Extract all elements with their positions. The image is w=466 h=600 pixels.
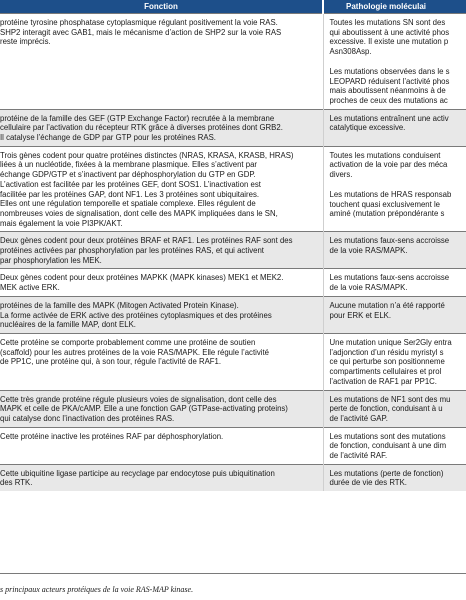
text-line: l’adjonction d’un résidu myristyl s [329,347,444,357]
cell-fonction [0,464,323,491]
text-line: SHP2 interagit avec GAB1, mais le mécanisme d’action de SHP2 sur la voie RAS [0,27,282,37]
fonction-text [0,151,320,229]
cell-pathologie [323,390,466,427]
cell-fonction [0,109,323,146]
text-line: par phosphorylation les MEK. [0,255,102,265]
text-line: MAPK et celle de PKA/cAMP. Elle a une fonction GAP (GTPase-activating proteins) [0,404,288,414]
table-body [0,14,466,492]
text-line: Les mutations observées dans le s [329,66,450,76]
cell-pathologie [323,269,466,296]
text-line: Les mutations (perte de fonction) [329,468,444,478]
pathologie-paragraph [330,67,464,106]
text-line: (scaffold) pour les autres protéines de la voie RAS/MAPK. Elle régule l’activité [0,347,269,357]
text-line: activation de la voie par des méca [329,160,448,170]
text-line: Les mutations de HRAS responsab [329,189,452,199]
text-line: nucléaires de la famille MAP, dont ELK. [0,320,136,330]
fonction-text [0,18,320,47]
text-line: facilitée par les protéines GAP, dont NF1. Les 3 protéines sont ubiquitaires. [0,189,260,199]
cell-fonction [0,296,323,333]
text-line: Les mutations faux-sens accroisse [329,273,450,283]
text-line: pour ERK et ELK. [329,310,392,320]
text-line: L’activation est facilitée par les protéines GEF, dont SOS1. L’inactivation est [0,179,261,189]
text-line: Cette protéine se comporte probablement comme une protéine de soutien [0,337,256,347]
table-row [0,333,466,390]
table-row [0,390,466,427]
fonction-text [0,301,320,330]
text-line: l’activation de RAF1 par PP1C. [329,376,437,386]
text-line: proches de ceux des mutations ac [329,95,448,105]
text-line: Une mutation unique Ser2Gly entra [329,337,452,347]
pathologie-paragraph [330,18,464,57]
text-line: liées à un nucléotide, fixées à la membrane plasmique. Elles s’activent par [0,160,258,170]
cell-pathologie [323,333,466,390]
text-line: Les mutations sont des mutations [329,431,446,441]
fonction-text [0,469,320,488]
pathologie-paragraph [330,395,464,424]
text-line: Toutes les mutations conduisent [329,150,441,160]
cell-fonction [0,390,323,427]
text-line: compartiments cellulaires et prol [329,367,442,377]
text-line: perte de fonction, conduisant à u [329,404,443,414]
text-line: touchent quasi exclusivement le [329,199,441,209]
text-line: protéines de la famille des MAPK (Mitogen Activated Protein Kinase). [0,300,239,310]
pathologie-paragraph [330,273,464,292]
cell-pathologie [323,146,466,232]
text-line: Deux gènes codent pour deux protéines BRAF et RAF1. Les protéines RAF sont des [0,236,293,246]
cell-pathologie [323,109,466,146]
pathologie-paragraph [330,151,464,180]
cell-pathologie [323,14,466,110]
text-line: de la voie RAS/MAPK. [329,246,408,256]
text-line: MEK active ERK. [0,283,60,293]
text-line: Elles ont une régulation temporelle et spatiale complexe. Elles régulent de [0,199,256,209]
text-line: de l’activité RAF. [329,451,388,461]
text-line: Cette très grande protéine régule plusieurs voies de signalisation, dont celle des [0,394,277,404]
pathologie-paragraph [330,469,464,488]
text-line: mais également la voie PI3PK/AKT. [0,218,123,228]
bottom-rule [0,573,466,574]
cell-fonction [0,14,323,110]
pathologie-paragraph [330,432,464,461]
text-line: Cette ubiquitine ligase participe au recyclage par endocytose puis ubiquitination [0,468,275,478]
text-line: Cette protéine inactive les protéines RAF par déphosphorylation. [0,431,224,441]
text-line: nombreuses voies de signalisation, dont celle des MAPK impliquées dans le SN, [0,208,278,218]
table-row [0,146,466,232]
pathologie-paragraph [330,301,464,320]
text-line: reste imprécis. [0,37,51,47]
text-line: ce qui perturbe son positionneme [329,357,445,367]
pathologie-paragraph [330,190,464,219]
cell-pathologie [323,427,466,464]
fonction-text [0,338,320,367]
text-line: catalytique excessive. [329,123,406,133]
table-row [0,232,466,269]
fonction-text [0,395,320,424]
cell-fonction [0,427,323,464]
table-row [0,464,466,491]
table-caption: s principaux acteurs protéiques de la voie RAS-MAP kinase. [0,585,194,594]
text-line: qui catalyse donc l’inactivation des protéines RAS. [0,413,175,423]
text-line: Trois gènes codent pour quatre protéines distinctes (NRAS, KRASA, KRASB, HRAS) [0,150,294,160]
text-line: protéine tyrosine phosphatase cytoplasmique régulant positivement la voie RAS. [0,18,278,27]
text-line: Aucune mutation n’a été rapporté [329,300,445,310]
text-line: divers. [329,170,353,180]
text-line: durée de vie des RTK. [329,478,407,488]
text-line: Deux gènes codent pour deux protéines MAPKK (MAPK kinases) MEK1 et MEK2. [0,273,284,283]
fonction-text [0,432,320,442]
table-row [0,296,466,333]
pathologie-paragraph [330,114,464,133]
text-line: Les mutations de NF1 sont des mu [329,394,451,404]
text-line: excessive. Il existe une mutation p [329,37,449,47]
header-fonction: Fonction [0,0,323,14]
header-pathologie: Pathologie moléculai [323,0,466,14]
cell-pathologie [323,232,466,269]
fonction-text [0,114,320,143]
cell-fonction [0,232,323,269]
cell-fonction [0,269,323,296]
text-line: Il catalyse l’échange de GDP par GTP pour les protéines RAS. [0,133,216,143]
cell-fonction [0,333,323,390]
text-line: La forme activée de ERK active des protéines cytoplasmiques et des protéines [0,310,272,320]
text-line: LEOPARD réduisent l’activité phos [329,76,450,86]
text-line: de la voie RAS/MAPK. [329,283,408,293]
fonction-text [0,236,320,265]
cell-pathologie [323,296,466,333]
text-line: Toutes les mutations SN sont des [329,18,446,27]
fonction-text [0,273,320,292]
text-line: échange GDP/GTP et s’inactivent par déphosphorylation du GTP en GDP. [0,170,256,180]
table-row [0,109,466,146]
table-row [0,427,466,464]
text-line: protéines activées par phosphorylation par les protéines RAS, et qui activent [0,246,264,256]
text-line: aminé (mutation prépondérante s [329,209,445,219]
cell-fonction [0,146,323,232]
text-line: qui aboutissent à une activité phos [329,27,450,37]
cell-pathologie [323,464,466,491]
text-line: des RTK. [0,478,33,488]
header-row [0,0,466,14]
pathologie-paragraph [330,236,464,255]
pathologie-paragraph [330,338,464,387]
text-line: Asn308Asp. [329,47,372,57]
text-line: de l’activité GAP. [329,413,388,423]
text-line: cellulaire par l’activation du récepteur RTK grâce à diverses protéines dont GRB2. [0,123,283,133]
table-row [0,14,466,110]
text-line: de PP1C, une protéine qui, à son tour, régule l’activité de RAF1. [0,357,222,367]
text-line: Les mutations entraînent une activ [329,113,449,123]
text-line: Les mutations faux-sens accroisse [329,236,450,246]
text-line: mais aboutissent néanmoins à de [329,86,446,96]
text-line: de fonction, conduisant à une dim [329,441,447,451]
table-row [0,269,466,296]
text-line: protéine de la famille des GEF (GTP Exchange Factor) recrutée à la membrane [0,113,275,123]
